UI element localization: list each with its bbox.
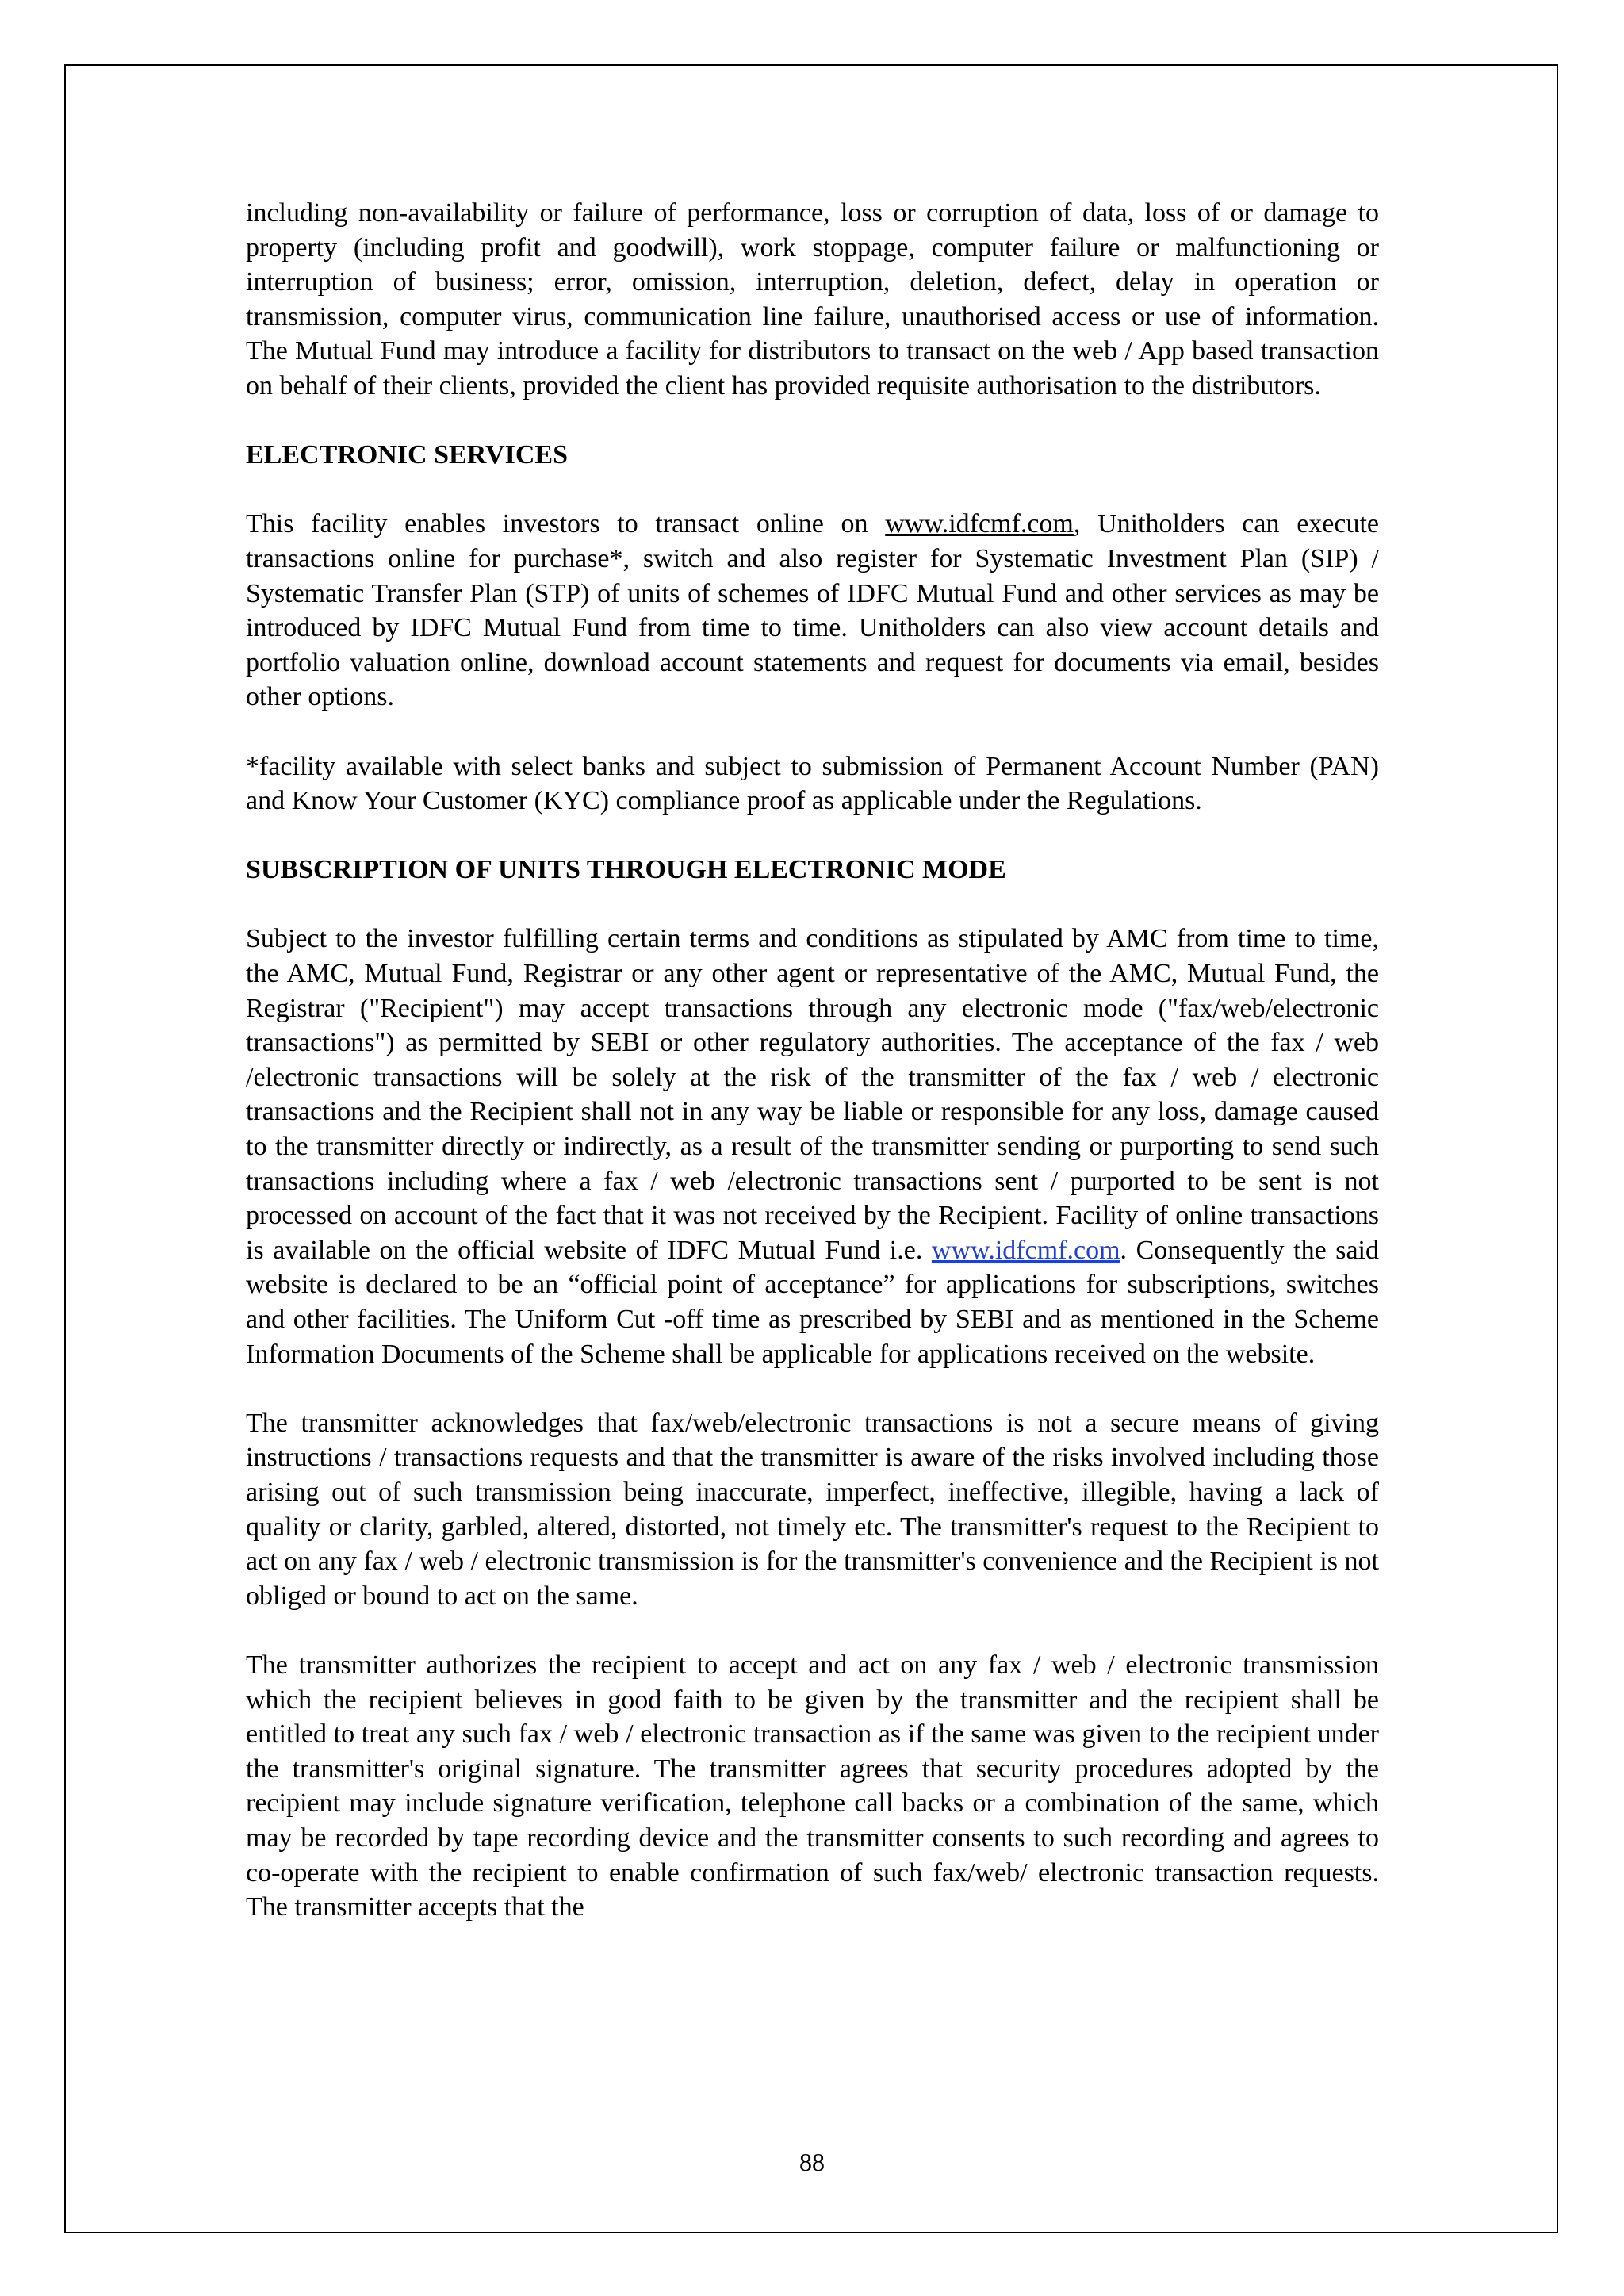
website-link[interactable]: www.idfcmf.com [885,509,1074,539]
paragraph-text-end: . Consequently the said website is declared to be an “official point of acceptance” for applications for subscriptions, switches and other facilities. The Uniform Cut -off time as prescribed by SEBI and as mentioned in the Scheme Information Documents of the Scheme shall be applicable for applications received on the website. [246,1235,1379,1369]
paragraph-facility-footnote: *facility available with select banks and subject to submission of Permanent Account Number (PAN) and Know Your Customer (KYC) compliance proof as applicable under the Regulations. [246,751,1379,816]
paragraph-text-end: , Unitholders can execute transactions online for purchase*, switch and also register for Systematic Investment Plan (SIP) / Systematic Transfer Plan (STP) of units of schemes of IDFC Mutual Fund and other services as may be introduced by IDFC Mutual Fund from time to time. Unitholders can also view account details and portfolio valuation online, download account statements and request for documents via email, besides other options. [246,509,1379,712]
document-body [246,196,1379,1925]
paragraph-transmitter-authorizes: The transmitter authorizes the recipient to accept and act on any fax / web / electronic transmission which the recipient believes in good faith to be given by the transmitter and the recipient shall be entitled to treat any such fax / web / electronic transaction as if the same was given to the recipient under the transmitter's original signature. The transmitter agrees that security procedures adopted by the recipient may include signature verification, telephone call backs or a combination of the same, which may be recorded by tape recording device and the transmitter consents to such recording and agrees to co-operate with the recipient to enable confirmation of such fax/web/ electronic transaction requests. The transmitter accepts that the [246,1650,1379,1922]
paragraph-text-start: This facility enables investors to transact online on [246,509,886,539]
heading-electronic-services: ELECTRONIC SERVICES [246,440,568,470]
website-link[interactable]: www.idfcmf.com [931,1235,1120,1265]
paragraph-subscription-terms [246,922,1379,1371]
paragraph-transmitter-acknowledges: The transmitter acknowledges that fax/web/electronic transactions is not a secure means of giving instructions / transactions requests and that the transmitter is aware of the risks involved including those arising out of such transmission being inaccurate, imperfect, ineffective, illegible, having a lack of quality or clarity, garbled, altered, distorted, not timely etc. The transmitter's request to the Recipient to act on any fax / web / electronic transmission is for the transmitter's convenience and the Recipient is not obliged or bound to act on the same. [246,1408,1379,1611]
paragraph-liability-continued: including non-availability or failure of performance, loss or corruption of data, loss of or damage to property (including profit and goodwill), work stoppage, computer failure or malfunctioning or interruption of business; error, omission, interruption, deletion, defect, delay in operation or transmission, computer virus, communication line failure, unauthorised access or use of information. The Mutual Fund may introduce a facility for distributors to transact on the web / App based transaction on behalf of their clients, provided the client has provided requisite authorisation to the distributors. [246,198,1379,401]
paragraph-electronic-services [246,507,1379,715]
page-number: 88 [799,2148,825,2176]
heading-subscription-electronic-mode: SUBSCRIPTION OF UNITS THROUGH ELECTRONIC MODE [246,855,1006,885]
paragraph-text-start: Subject to the investor fulfilling certain terms and conditions as stipulated by AMC from time to time, the AMC, Mutual Fund, Registrar or any other agent or representative of the AMC, Mutual Fund, the Registrar ("Recipient") may accept transactions through any electronic mode ("fax/web/electronic transactions") as permitted by SEBI or other regulatory authorities. The acceptance of the fax / web /electronic transactions will be solely at the risk of the transmitter of the fax / web / electronic transactions and the Recipient shall not in any way be liable or responsible for any loss, damage caused to the transmitter directly or indirectly, as a result of the transmitter sending or purporting to send such transactions including where a fax / web /electronic transactions sent / purported to be sent is not processed on account of the fact that it was not received by the Recipient. Facility of online transactions is available on the official website of IDFC Mutual Fund i.e. [246,924,1379,1265]
